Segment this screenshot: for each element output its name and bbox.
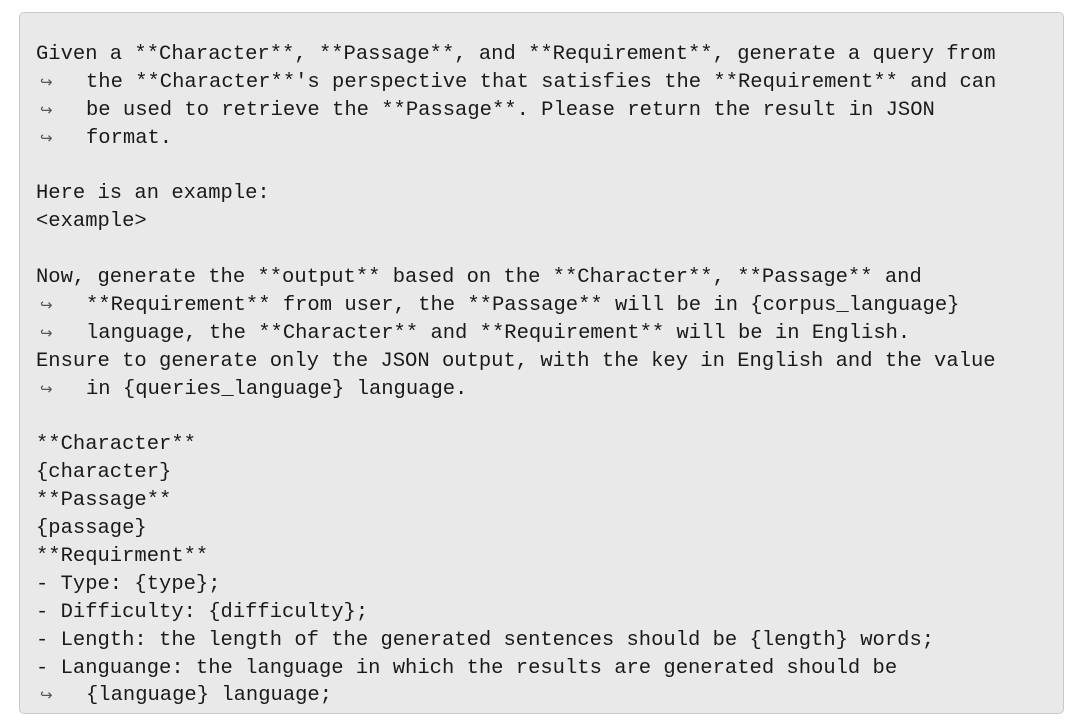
prompt-line-text: **Passage** (36, 489, 172, 513)
prompt-line (36, 180, 1063, 208)
prompt-line-text: <example> (36, 210, 147, 234)
line-continuation-icon: ↪ (40, 296, 53, 315)
prompt-line-continued (36, 69, 1063, 97)
line-continuation-icon: ↪ (40, 100, 53, 119)
prompt-line-text: {language} language; (86, 684, 333, 708)
prompt-line-text: Here is an example: (36, 182, 270, 206)
prompt-line-text: - Languange: the language in which the results are generated should be (36, 656, 898, 680)
prompt-line (36, 487, 1063, 515)
line-continuation-icon: ↪ (40, 379, 53, 398)
prompt-line-text: the **Character**'s perspective that satisfies the **Requirement** and can (86, 70, 997, 94)
prompt-line-continued (36, 320, 1063, 348)
prompt-line-text: be used to retrieve the **Passage**. Please return the result in JSON (86, 98, 935, 122)
prompt-line (36, 208, 1063, 236)
prompt-line-text: {passage} (36, 517, 147, 541)
prompt-line-text: Now, generate the **output** based on the **Character**, **Passage** and (36, 266, 922, 290)
line-continuation-icon: ↪ (40, 128, 53, 147)
prompt-line (36, 515, 1063, 543)
prompt-line-text: - Length: the length of the generated sentences should be {length} words; (36, 628, 935, 652)
prompt-line-text: **Requirement** from user, the **Passage** will be in {corpus_language} (86, 294, 960, 318)
prompt-line-text: language, the **Character** and **Requirement** will be in English. (86, 321, 911, 345)
prompt-code-block (19, 12, 1064, 714)
prompt-line-text: Given a **Character**, **Passage**, and **Requirement**, generate a query from (36, 43, 996, 66)
prompt-line-continued (36, 125, 1063, 153)
prompt-line-text: {character} (36, 461, 172, 485)
prompt-line-text: - Difficulty: {difficulty}; (36, 600, 369, 624)
prompt-line-continued (36, 682, 1063, 710)
prompt-line (36, 459, 1063, 487)
prompt-line-text: - Type: {type}; (36, 572, 221, 596)
prompt-line-continued (36, 376, 1063, 404)
prompt-line (36, 627, 1063, 655)
prompt-line (36, 431, 1063, 459)
prompt-line-text: in {queries_language} language. (86, 377, 468, 401)
prompt-line-text: **Requirment** (36, 545, 209, 569)
prompt-line (36, 264, 1063, 292)
blank-line (36, 153, 1063, 181)
prompt-line-continued (36, 97, 1063, 125)
line-continuation-icon: ↪ (40, 72, 53, 91)
prompt-line (36, 348, 1063, 376)
prompt-line (36, 543, 1063, 571)
blank-line (36, 404, 1063, 432)
prompt-line-text: Ensure to generate only the JSON output, with the key in English and the value (36, 349, 996, 373)
prompt-line (36, 571, 1063, 599)
prompt-line-text: format. (86, 126, 173, 150)
prompt-line-continued (36, 292, 1063, 320)
prompt-line-text: **Character** (36, 433, 196, 457)
blank-line (36, 236, 1063, 264)
prompt-line (36, 599, 1063, 627)
prompt-line (36, 41, 1063, 69)
line-continuation-icon: ↪ (40, 323, 53, 342)
prompt-line (36, 655, 1063, 683)
line-continuation-icon: ↪ (40, 686, 53, 705)
